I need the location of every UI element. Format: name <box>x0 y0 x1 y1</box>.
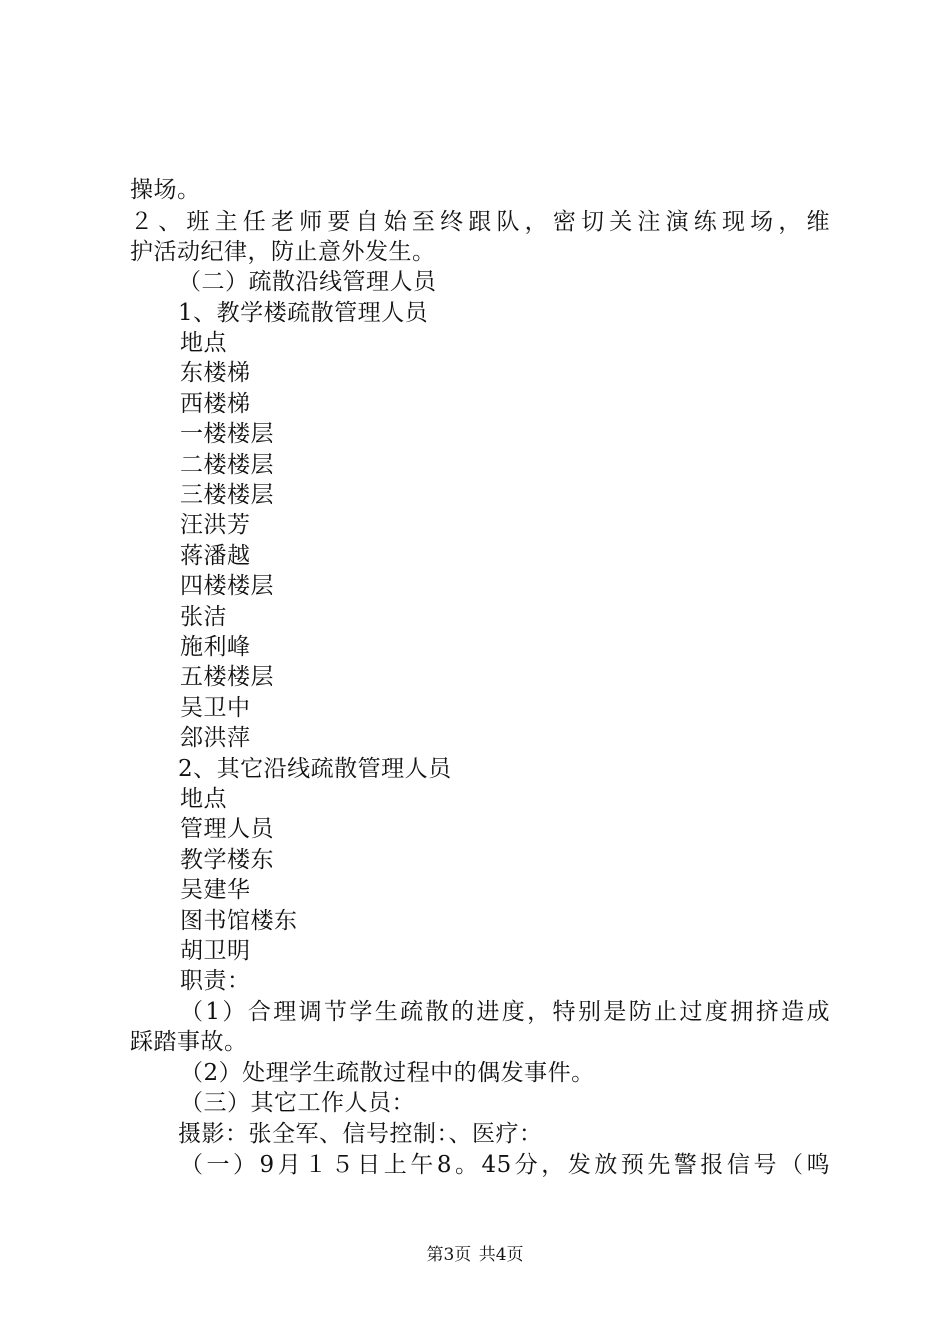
text-line: （1）合理调节学生疏散的进度，特别是防止过度拥挤造成 <box>180 999 830 1025</box>
text-line: 蒋潘越 <box>180 543 251 569</box>
text-line: 吴建华 <box>180 877 251 903</box>
text-line: 二楼楼层 <box>180 452 274 478</box>
text-line: 护活动纪律，防止意外发生。 <box>130 239 436 265</box>
text-line: 东楼梯 <box>180 360 251 386</box>
text-line: ２、班主任老师要自始至终跟队，密切关注演练现场，维 <box>130 209 830 235</box>
section-heading: （二）疏散沿线管理人员 <box>178 269 437 295</box>
page-total: 共4页 <box>478 1245 524 1265</box>
text-line: 汪洪芳 <box>180 512 251 538</box>
text-line: 管理人员 <box>180 816 274 842</box>
text-line: 西楼梯 <box>180 391 251 417</box>
text-line: 操场。 <box>130 177 201 203</box>
text-line: 地点 <box>180 786 227 812</box>
text-line: （2）处理学生疏散过程中的偶发事件。 <box>180 1060 595 1086</box>
text-line: 五楼楼层 <box>180 664 274 690</box>
text-line: 摄影：张全军、信号控制：、医疗： <box>178 1121 543 1147</box>
text-line: 图书馆楼东 <box>180 908 298 934</box>
text-line: 教学楼东 <box>180 847 274 873</box>
text-line: 地点 <box>180 330 227 356</box>
text-line: 三楼楼层 <box>180 482 274 508</box>
subsection-heading: 2、其它沿线疏散管理人员 <box>178 756 452 782</box>
text-line: 郐洪萍 <box>180 725 251 751</box>
text-line: 一楼楼层 <box>180 421 274 447</box>
text-line: 胡卫明 <box>180 938 251 964</box>
text-line: 踩踏事故。 <box>130 1029 248 1055</box>
text-line: 职责： <box>180 968 251 994</box>
text-line: 施利峰 <box>180 634 251 660</box>
section-heading: （三）其它工作人员： <box>180 1090 415 1116</box>
text-line: 吴卫中 <box>180 695 251 721</box>
text-line: （一）9月１５日上午8。45分，发放预先警报信号（鸣 <box>180 1152 830 1178</box>
text-line: 四楼楼层 <box>180 573 274 599</box>
page-footer <box>0 1243 950 1267</box>
text-line: 张洁 <box>180 604 227 630</box>
page-number: 第3页 <box>426 1245 472 1265</box>
subsection-heading: 1、教学楼疏散管理人员 <box>178 300 429 326</box>
